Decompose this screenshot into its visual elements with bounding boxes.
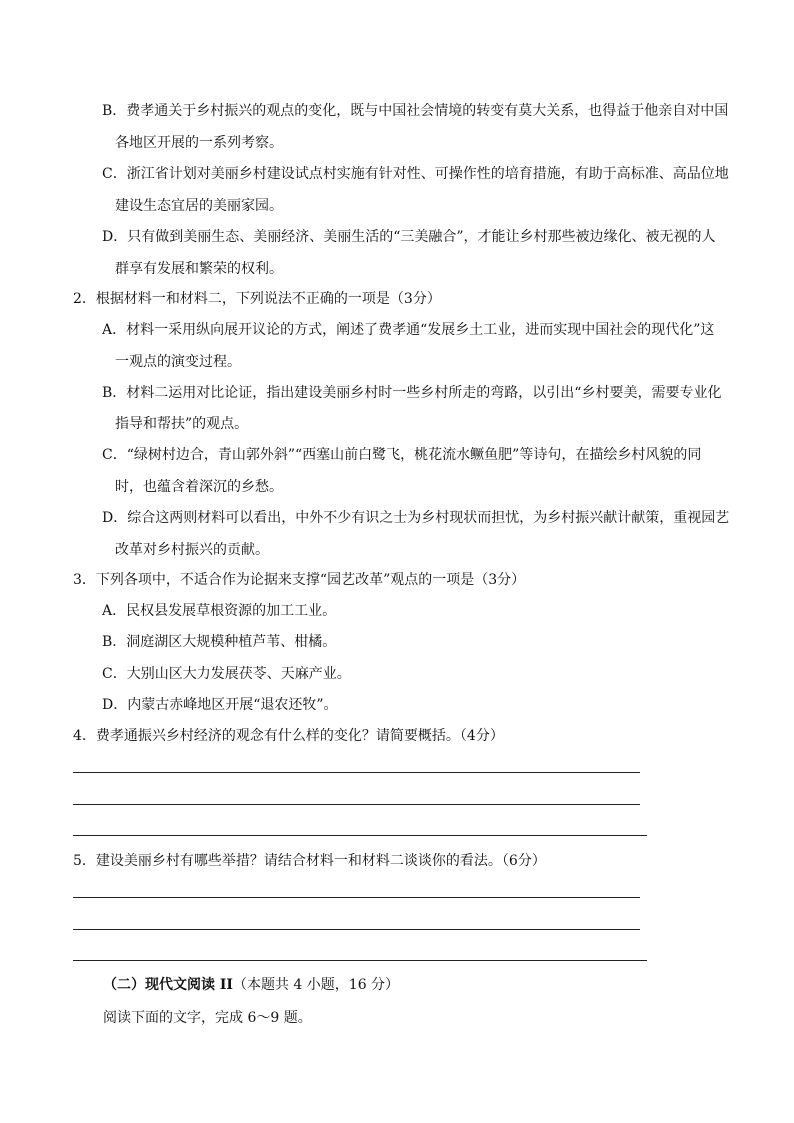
q5-stem: 5．建设美丽乡村有哪些举措？请结合材料一和材料二谈谈你的看法。（6分） [73,853,546,869]
q1-option-c-line2: 建设生态宜居的美丽家园。 [115,198,283,214]
q5-answer-line-3[interactable] [73,960,647,961]
q4-answer-line-2[interactable] [73,804,640,805]
q4-answer-line-1[interactable] [73,772,640,773]
q1-option-c-line1: C．浙江省计划对美丽乡村建设试点村实施有针对性、可操作性的培育措施，有助于高标准、高品位地 [102,166,729,182]
q2-option-d-line2: 改革对乡村振兴的贡献。 [115,542,269,558]
q2-option-c-line1: C．“绿树村边合，青山郭外斜”“西塞山前白鹭飞，桃花流水鳜鱼肥”等诗句，在描绘乡村风貌的同 [102,447,702,463]
q1-option-d-line2: 群享有发展和繁荣的权利。 [115,261,283,277]
q2-option-a-line2: 一观点的演变过程。 [115,354,241,370]
q5-answer-line-2[interactable] [73,929,640,930]
q2-option-b-line2: 指导和帮扶”的观点。 [115,416,249,432]
q3-option-a: A．民权县发展草根资源的加工工业。 [102,603,337,619]
q2-option-d-line1: D．综合这两则材料可以看出，中外不少有识之士为乡村现状而担忧，为乡村振兴献计献策，重视园艺 [102,510,730,526]
q2-stem: 2．根据材料一和材料二，下列说法不正确的一项是（3分） [73,291,441,307]
q1-option-b-line2: 各地区开展的一系列考察。 [115,135,283,151]
q5-answer-line-1[interactable] [73,897,640,898]
section2-subtitle: （本题共 4 小题，16 分） [232,977,400,993]
q3-option-c: C．大别山区大力发展茯苓、天麻产业。 [102,666,351,682]
q3-option-b: B．洞庭湖区大规模种植芦苇、柑橘。 [102,634,337,650]
section2-instruction: 阅读下面的文字，完成 6～9 题。 [103,1010,312,1026]
q3-option-d: D．内蒙古赤峰地区开展“退农还牧”。 [102,697,338,713]
q4-stem: 4．费孝通振兴乡村经济的观念有什么样的变化？请简要概括。（4分） [73,728,504,744]
section2-heading [103,975,399,995]
q3-stem: 3．下列各项中，不适合作为论据来支撑“园艺改革”观点的一项是（3分） [73,572,526,588]
q1-option-b-line1: B．费孝通关于乡村振兴的观点的变化，既与中国社会情境的转变有莫大关系，也得益于他亲自对中国 [102,103,729,119]
q2-option-a-line1: A．材料一采用纵向展开议论的方式，阐述了费孝通“发展乡土工业，进而实现中国社会的现代化”这 [102,322,715,338]
q4-answer-line-3[interactable] [73,835,647,836]
q2-option-b-line1: B．材料二运用对比论证，指出建设美丽乡村时一些乡村所走的弯路，以引出“乡村要美，需要专业化 [102,385,722,401]
section2-title: （二）现代文阅读 II [103,977,233,993]
q2-option-c-line2: 时，也蕴含着深沉的乡愁。 [115,479,283,495]
q1-option-d-line1: D．只有做到美丽生态、美丽经济、美丽生活的“三美融合”，才能让乡村那些被边缘化、被无视的人 [102,229,716,245]
